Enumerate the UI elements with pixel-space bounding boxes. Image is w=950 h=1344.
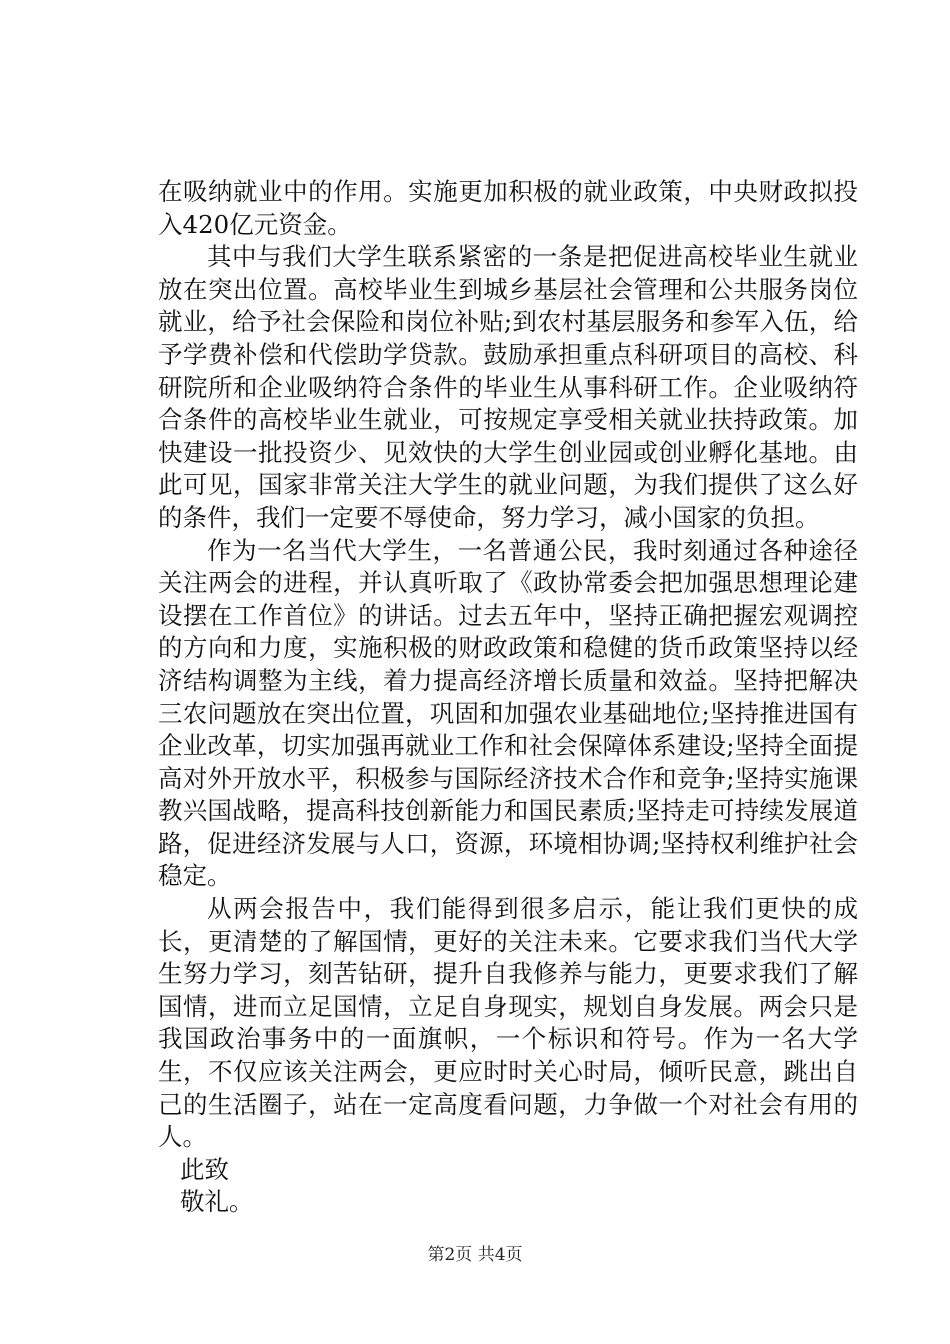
letter-body xyxy=(158,176,858,1219)
closing-salutation: 此致 xyxy=(180,1154,229,1184)
paragraph-graduate-employment: 其中与我们大学生联系紧密的一条是把促进高校毕业生就业放在突出位置。高校毕业生到城乡基层社会管理和公共服务岗位就业，给予社会保险和岗位补贴;到农村基层服务和参军入伍，给予学费补偿和代偿助学贷款。鼓励承担重点科研项目的高校、科研院所和企业吸纳符合条件的毕业生从事科研工作。企业吸纳符合条件的高校毕业生就业，可按规定享受相关就业扶持政策。加快建设一批投资少、见效快的大学生创业园或创业孵化基地。由此可见，国家非常关注大学生的就业问题，为我们提供了这么好的条件，我们一定要不辱使命，努力学习，减小国家的负担。 xyxy=(158,242,858,532)
page-number-footer: 第2页 共4页 xyxy=(427,1245,523,1265)
paragraph-two-sessions: 作为一名当代大学生，一名普通公民，我时刻通过各种途径关注两会的进程，并认真听取了《政协常委会把加强思想理论建设摆在工作首位》的讲话。过去五年中，坚持正确把握宏观调控的方向和力度，实施积极的财政政策和稳健的货币政策坚持以经济结构调整为主线，着力提高经济增长质量和效益。坚持把解决三农问题放在突出位置，巩固和加强农业基础地位;坚持推进国有企业改革，切实加强再就业工作和社会保障体系建设;坚持全面提高对外开放水平，积极参与国际经济技术合作和竞争;坚持实施课教兴国战略，提高科技创新能力和国民素质;坚持走可持续发展道路，促进经济发展与人口，资源，环境相协调;坚持权利维护社会稳定。 xyxy=(158,535,858,891)
paragraph-continued: 在吸纳就业中的作用。实施更加积极的就业政策，中央财政拟投入420亿元资金。 xyxy=(158,177,858,239)
closing-regards: 敬礼。 xyxy=(180,1187,254,1217)
paragraph-inspiration: 从两会报告中，我们能得到很多启示，能让我们更快的成长，更清楚的了解国情，更好的关注未来。它要求我们当代大学生努力学习，刻苦钻研，提升自我修养与能力，更要求我们了解国情，进而立足国情，立足自身现实，规划自身发展。两会只是我国政治事务中的一面旗帜，一个标识和符号。作为一名大学生，不仅应该关注两会，更应时时关心时局，倾听民意，跳出自己的生活圈子，站在一定高度看问题，力争做一个对社会有用的人。 xyxy=(158,894,858,1152)
